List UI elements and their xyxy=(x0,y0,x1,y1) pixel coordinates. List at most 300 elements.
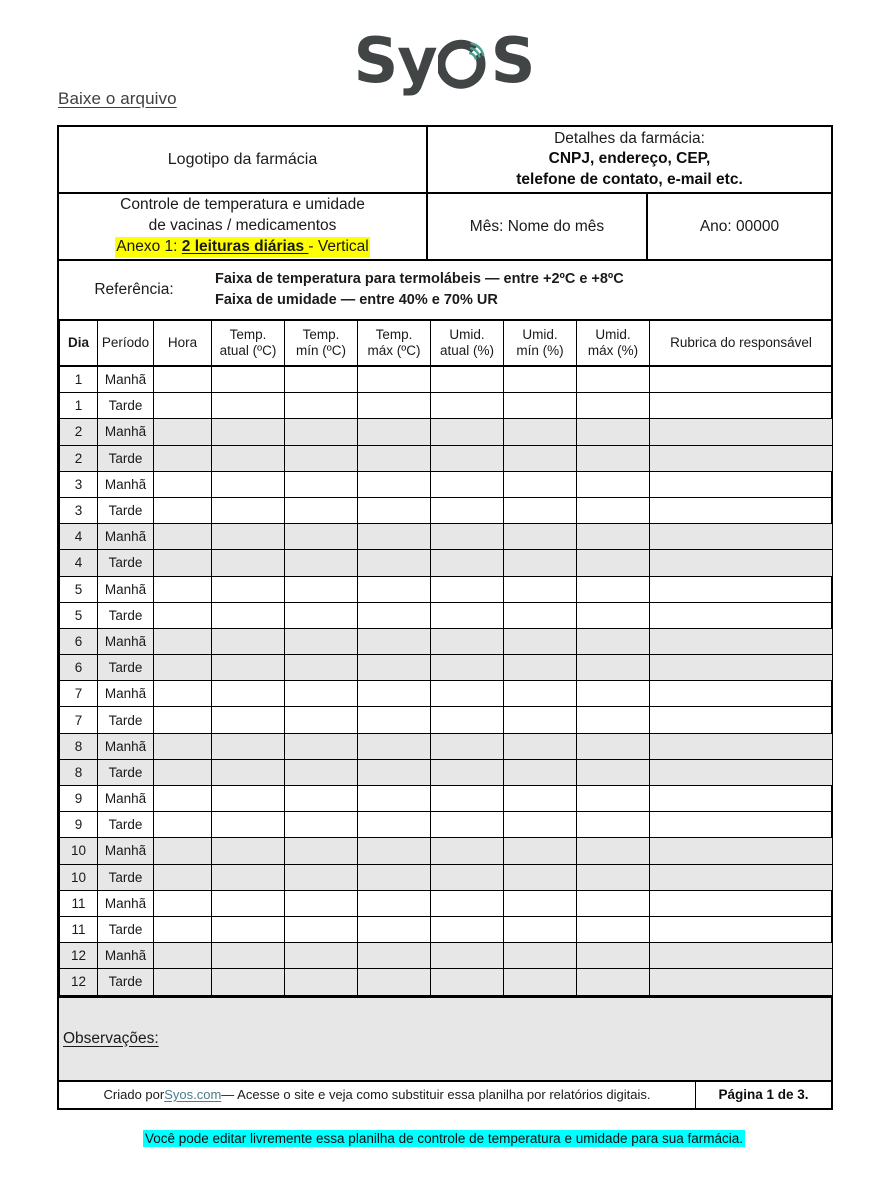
cell-temp_min[interactable] xyxy=(285,864,358,890)
cell-dia: 4 xyxy=(60,524,98,550)
cell-umid_max[interactable] xyxy=(577,916,650,942)
cell-umid_max[interactable] xyxy=(577,733,650,759)
cell-umid_max[interactable] xyxy=(577,628,650,654)
cell-umid_min[interactable] xyxy=(504,524,577,550)
cell-dia: 6 xyxy=(60,655,98,681)
table-row xyxy=(60,602,833,628)
sheet-footer xyxy=(59,1082,831,1108)
cell-dia: 11 xyxy=(60,916,98,942)
cell-umid_max[interactable] xyxy=(577,707,650,733)
table-row xyxy=(60,419,833,445)
cell-temp_atual[interactable] xyxy=(212,497,285,523)
cell-umid_max[interactable] xyxy=(577,393,650,419)
cell-periodo: Manhã xyxy=(98,628,154,654)
cell-temp_min[interactable] xyxy=(285,969,358,995)
cell-temp_atual[interactable] xyxy=(212,890,285,916)
cell-rubrica[interactable] xyxy=(650,576,833,602)
document-title-line1: Controle de temperatura e umidade xyxy=(120,196,365,214)
cell-umid_atual[interactable] xyxy=(431,550,504,576)
readings-table-body xyxy=(60,366,833,995)
cell-dia: 7 xyxy=(60,707,98,733)
cell-temp_atual[interactable] xyxy=(212,576,285,602)
table-row xyxy=(60,550,833,576)
cell-periodo: Manhã xyxy=(98,786,154,812)
cell-temp_min[interactable] xyxy=(285,524,358,550)
cell-temp_atual[interactable] xyxy=(212,681,285,707)
cell-rubrica[interactable] xyxy=(650,497,833,523)
cell-umid_min[interactable] xyxy=(504,681,577,707)
cell-hora[interactable] xyxy=(154,550,212,576)
cell-umid_max[interactable] xyxy=(577,550,650,576)
cell-temp_min[interactable] xyxy=(285,681,358,707)
footer-credit-prefix: Criado por xyxy=(103,1087,165,1102)
cell-rubrica[interactable] xyxy=(650,707,833,733)
cell-temp_max[interactable] xyxy=(358,497,431,523)
document-title-cell xyxy=(59,194,428,259)
cell-temp_min[interactable] xyxy=(285,890,358,916)
cell-umid_min[interactable] xyxy=(504,366,577,393)
cell-dia: 2 xyxy=(60,419,98,445)
cell-temp_max[interactable] xyxy=(358,786,431,812)
cell-umid_min[interactable] xyxy=(504,969,577,995)
cell-umid_min[interactable] xyxy=(504,890,577,916)
cell-umid_atual[interactable] xyxy=(431,812,504,838)
cell-umid_max[interactable] xyxy=(577,445,650,471)
cell-hora[interactable] xyxy=(154,576,212,602)
sheet-header-row-1 xyxy=(59,127,831,194)
cell-umid_max[interactable] xyxy=(577,943,650,969)
cell-periodo: Tarde xyxy=(98,969,154,995)
cell-temp_max[interactable] xyxy=(358,628,431,654)
cell-hora[interactable] xyxy=(154,471,212,497)
cell-umid_atual[interactable] xyxy=(431,602,504,628)
table-row xyxy=(60,969,833,995)
cell-hora[interactable] xyxy=(154,969,212,995)
cell-dia: 12 xyxy=(60,943,98,969)
cell-hora[interactable] xyxy=(154,759,212,785)
table-row xyxy=(60,471,833,497)
cell-rubrica[interactable] xyxy=(650,628,833,654)
cell-temp_min[interactable] xyxy=(285,419,358,445)
cell-temp_min[interactable] xyxy=(285,759,358,785)
logo-text-sy: Sy xyxy=(353,24,437,97)
table-row xyxy=(60,916,833,942)
cell-periodo: Manhã xyxy=(98,838,154,864)
cell-umid_max[interactable] xyxy=(577,838,650,864)
cell-rubrica[interactable] xyxy=(650,445,833,471)
col-header-rubrica: Rubrica do responsável xyxy=(650,321,833,366)
cell-hora[interactable] xyxy=(154,733,212,759)
col-header-temp-min: Temp. mín (ºC) xyxy=(285,321,358,366)
cell-rubrica[interactable] xyxy=(650,366,833,393)
cell-umid_max[interactable] xyxy=(577,864,650,890)
cell-umid_atual[interactable] xyxy=(431,890,504,916)
cell-rubrica[interactable] xyxy=(650,759,833,785)
cell-periodo: Manhã xyxy=(98,890,154,916)
brand-logo xyxy=(0,24,888,97)
reference-temperature-range: Faixa de temperatura para termolábeis — entre +2ºC e +8ºC xyxy=(215,270,624,287)
cell-umid_max[interactable] xyxy=(577,655,650,681)
cell-temp_atual[interactable] xyxy=(212,916,285,942)
cell-hora[interactable] xyxy=(154,812,212,838)
table-row xyxy=(60,759,833,785)
cell-umid_atual[interactable] xyxy=(431,864,504,890)
cell-hora[interactable] xyxy=(154,497,212,523)
col-header-temp-atual: Temp. atual (ºC) xyxy=(212,321,285,366)
cell-umid_min[interactable] xyxy=(504,916,577,942)
cell-periodo: Manhã xyxy=(98,366,154,393)
cell-temp_atual[interactable] xyxy=(212,655,285,681)
cell-rubrica[interactable] xyxy=(650,471,833,497)
year-cell[interactable]: Ano: 00000 xyxy=(699,217,780,235)
cell-dia: 7 xyxy=(60,681,98,707)
table-row xyxy=(60,707,833,733)
cell-hora[interactable] xyxy=(154,524,212,550)
cell-umid_min[interactable] xyxy=(504,943,577,969)
cell-periodo: Tarde xyxy=(98,707,154,733)
cell-temp_atual[interactable] xyxy=(212,602,285,628)
cell-temp_max[interactable] xyxy=(358,969,431,995)
cell-dia: 1 xyxy=(60,366,98,393)
logo-text-s: S xyxy=(490,24,535,97)
cell-rubrica[interactable] xyxy=(650,890,833,916)
cell-umid_min[interactable] xyxy=(504,864,577,890)
cell-periodo: Tarde xyxy=(98,759,154,785)
table-row xyxy=(60,628,833,654)
cell-temp_min[interactable] xyxy=(285,812,358,838)
cell-umid_max[interactable] xyxy=(577,759,650,785)
cell-temp_min[interactable] xyxy=(285,943,358,969)
cell-umid_max[interactable] xyxy=(577,576,650,602)
cell-umid_atual[interactable] xyxy=(431,576,504,602)
temperature-log-sheet xyxy=(57,125,833,1110)
cell-temp_atual[interactable] xyxy=(212,393,285,419)
cell-periodo: Tarde xyxy=(98,655,154,681)
cell-umid_min[interactable] xyxy=(504,576,577,602)
cell-umid_min[interactable] xyxy=(504,445,577,471)
reference-row xyxy=(59,261,831,321)
cell-rubrica[interactable] xyxy=(650,419,833,445)
cell-rubrica[interactable] xyxy=(650,969,833,995)
cell-umid_max[interactable] xyxy=(577,602,650,628)
table-row xyxy=(60,524,833,550)
cell-hora[interactable] xyxy=(154,628,212,654)
table-row xyxy=(60,393,833,419)
cell-umid_atual[interactable] xyxy=(431,759,504,785)
cell-umid_min[interactable] xyxy=(504,628,577,654)
cell-temp_min[interactable] xyxy=(285,366,358,393)
cell-temp_min[interactable] xyxy=(285,393,358,419)
cell-temp_max[interactable] xyxy=(358,707,431,733)
cell-temp_atual[interactable] xyxy=(212,419,285,445)
table-row xyxy=(60,366,833,393)
cell-temp_min[interactable] xyxy=(285,916,358,942)
cell-temp_max[interactable] xyxy=(358,681,431,707)
reference-label: Referência: xyxy=(94,281,174,298)
cell-temp_atual[interactable] xyxy=(212,733,285,759)
editable-note xyxy=(0,1130,888,1148)
cell-umid_atual[interactable] xyxy=(431,628,504,654)
month-cell[interactable]: Mês: Nome do mês xyxy=(428,194,648,259)
cell-umid_atual[interactable] xyxy=(431,419,504,445)
cell-dia: 2 xyxy=(60,445,98,471)
cell-temp_atual[interactable] xyxy=(212,864,285,890)
cell-temp_max[interactable] xyxy=(358,812,431,838)
editable-note-text: Você pode editar livremente essa planilha de controle de temperatura e umidade para sua farmácia. xyxy=(144,1131,744,1146)
cell-rubrica[interactable] xyxy=(650,681,833,707)
cell-temp_min[interactable] xyxy=(285,838,358,864)
table-row xyxy=(60,838,833,864)
annex-suffix: - Vertical xyxy=(308,237,369,255)
cell-umid_atual[interactable] xyxy=(431,471,504,497)
annex-line xyxy=(115,237,369,258)
cell-temp_max[interactable] xyxy=(358,393,431,419)
cell-umid_atual[interactable] xyxy=(431,969,504,995)
cell-umid_min[interactable] xyxy=(504,838,577,864)
cell-umid_min[interactable] xyxy=(504,733,577,759)
cell-rubrica[interactable] xyxy=(650,655,833,681)
cell-rubrica[interactable] xyxy=(650,786,833,812)
cell-dia: 3 xyxy=(60,471,98,497)
cell-umid_max[interactable] xyxy=(577,524,650,550)
cell-temp_max[interactable] xyxy=(358,419,431,445)
cell-temp_atual[interactable] xyxy=(212,524,285,550)
cell-umid_atual[interactable] xyxy=(431,524,504,550)
table-row xyxy=(60,655,833,681)
cell-umid_min[interactable] xyxy=(504,759,577,785)
cell-temp_min[interactable] xyxy=(285,550,358,576)
cell-temp_max[interactable] xyxy=(358,366,431,393)
cell-hora[interactable] xyxy=(154,890,212,916)
cell-temp_min[interactable] xyxy=(285,733,358,759)
annex-prefix: Anexo 1: xyxy=(116,237,182,255)
table-row xyxy=(60,681,833,707)
cell-temp_max[interactable] xyxy=(358,471,431,497)
cell-temp_min[interactable] xyxy=(285,471,358,497)
col-header-dia: Dia xyxy=(60,321,98,366)
cell-umid_min[interactable] xyxy=(504,707,577,733)
cell-umid_atual[interactable] xyxy=(431,943,504,969)
cell-temp_atual[interactable] xyxy=(212,550,285,576)
cell-hora[interactable] xyxy=(154,655,212,681)
cell-umid_min[interactable] xyxy=(504,812,577,838)
cell-periodo: Tarde xyxy=(98,550,154,576)
cell-umid_min[interactable] xyxy=(504,602,577,628)
cell-temp_atual[interactable] xyxy=(212,707,285,733)
table-row xyxy=(60,497,833,523)
sheet-header-row-2 xyxy=(59,194,831,261)
cell-rubrica[interactable] xyxy=(650,864,833,890)
cell-temp_atual[interactable] xyxy=(212,628,285,654)
wifi-o-icon xyxy=(438,38,490,90)
cell-umid_atual[interactable] xyxy=(431,655,504,681)
cell-umid_atual[interactable] xyxy=(431,733,504,759)
syos-site-link[interactable]: Syos.com xyxy=(164,1087,222,1102)
cell-umid_max[interactable] xyxy=(577,786,650,812)
cell-dia: 5 xyxy=(60,602,98,628)
table-row xyxy=(60,864,833,890)
cell-temp_max[interactable] xyxy=(358,602,431,628)
cell-temp_atual[interactable] xyxy=(212,786,285,812)
pharmacy-details-line2: CNPJ, endereço, CEP, xyxy=(548,150,711,168)
col-header-hora: Hora xyxy=(154,321,212,366)
col-header-periodo: Período xyxy=(98,321,154,366)
cell-hora[interactable] xyxy=(154,681,212,707)
cell-periodo: Tarde xyxy=(98,393,154,419)
cell-periodo: Tarde xyxy=(98,445,154,471)
cell-temp_min[interactable] xyxy=(285,602,358,628)
cell-rubrica[interactable] xyxy=(650,602,833,628)
cell-periodo: Manhã xyxy=(98,524,154,550)
cell-temp_min[interactable] xyxy=(285,628,358,654)
cell-umid_min[interactable] xyxy=(504,419,577,445)
table-row xyxy=(60,733,833,759)
col-header-temp-max: Temp. máx (ºC) xyxy=(358,321,431,366)
cell-hora[interactable] xyxy=(154,602,212,628)
cell-umid_min[interactable] xyxy=(504,655,577,681)
cell-dia: 5 xyxy=(60,576,98,602)
cell-hora[interactable] xyxy=(154,707,212,733)
cell-temp_atual[interactable] xyxy=(212,759,285,785)
cell-temp_atual[interactable] xyxy=(212,445,285,471)
cell-temp_atual[interactable] xyxy=(212,366,285,393)
observations-area[interactable] xyxy=(59,996,831,1082)
cell-dia: 8 xyxy=(60,733,98,759)
cell-hora[interactable] xyxy=(154,445,212,471)
cell-periodo: Tarde xyxy=(98,812,154,838)
col-header-umid-min: Umid. mín (%) xyxy=(504,321,577,366)
cell-umid_max[interactable] xyxy=(577,419,650,445)
cell-temp_atual[interactable] xyxy=(212,471,285,497)
cell-umid_min[interactable] xyxy=(504,497,577,523)
cell-umid_max[interactable] xyxy=(577,497,650,523)
cell-umid_atual[interactable] xyxy=(431,707,504,733)
pharmacy-logo-cell[interactable]: Logotipo da farmácia xyxy=(59,127,428,192)
cell-temp_max[interactable] xyxy=(358,864,431,890)
cell-hora[interactable] xyxy=(154,838,212,864)
cell-temp_atual[interactable] xyxy=(212,838,285,864)
cell-dia: 4 xyxy=(60,550,98,576)
cell-temp_max[interactable] xyxy=(358,524,431,550)
cell-umid_max[interactable] xyxy=(577,969,650,995)
cell-hora[interactable] xyxy=(154,786,212,812)
cell-rubrica[interactable] xyxy=(650,393,833,419)
cell-temp_atual[interactable] xyxy=(212,812,285,838)
cell-umid_min[interactable] xyxy=(504,550,577,576)
pharmacy-details-cell[interactable] xyxy=(428,127,831,192)
cell-rubrica[interactable] xyxy=(650,550,833,576)
cell-umid_max[interactable] xyxy=(577,471,650,497)
cell-temp_min[interactable] xyxy=(285,497,358,523)
cell-temp_max[interactable] xyxy=(358,733,431,759)
cell-periodo: Manhã xyxy=(98,471,154,497)
cell-temp_max[interactable] xyxy=(358,576,431,602)
pharmacy-details-line3: telefone de contato, e-mail etc. xyxy=(516,170,743,188)
cell-rubrica[interactable] xyxy=(650,812,833,838)
col-header-umid-max: Umid. máx (%) xyxy=(577,321,650,366)
cell-umid_max[interactable] xyxy=(577,681,650,707)
cell-temp_max[interactable] xyxy=(358,445,431,471)
cell-umid_max[interactable] xyxy=(577,812,650,838)
cell-hora[interactable] xyxy=(154,864,212,890)
cell-temp_max[interactable] xyxy=(358,550,431,576)
col-header-umid-atual: Umid. atual (%) xyxy=(431,321,504,366)
cell-temp_min[interactable] xyxy=(285,655,358,681)
cell-hora[interactable] xyxy=(154,916,212,942)
document-title-line2: de vacinas / medicamentos xyxy=(148,217,337,235)
cell-rubrica[interactable] xyxy=(650,733,833,759)
cell-temp_atual[interactable] xyxy=(212,969,285,995)
cell-umid_atual[interactable] xyxy=(431,838,504,864)
cell-temp_max[interactable] xyxy=(358,759,431,785)
cell-umid_atual[interactable] xyxy=(431,916,504,942)
cell-dia: 9 xyxy=(60,786,98,812)
cell-dia: 3 xyxy=(60,497,98,523)
cell-umid_atual[interactable] xyxy=(431,681,504,707)
cell-umid_atual[interactable] xyxy=(431,786,504,812)
cell-temp_max[interactable] xyxy=(358,890,431,916)
cell-umid_atual[interactable] xyxy=(431,497,504,523)
footer-credit-suffix: — Acesse o site e veja como substituir essa planilha por relatórios digitais. xyxy=(221,1087,651,1102)
reference-humidity-range: Faixa de umidade — entre 40% e 70% UR xyxy=(215,292,498,308)
cell-umid_min[interactable] xyxy=(504,786,577,812)
readings-table xyxy=(59,321,833,996)
cell-periodo: Manhã xyxy=(98,943,154,969)
cell-rubrica[interactable] xyxy=(650,524,833,550)
table-row xyxy=(60,943,833,969)
table-row xyxy=(60,890,833,916)
cell-dia: 10 xyxy=(60,864,98,890)
cell-temp_min[interactable] xyxy=(285,786,358,812)
annex-emphasis: 2 leituras diárias xyxy=(181,237,309,255)
cell-periodo: Tarde xyxy=(98,916,154,942)
cell-umid_max[interactable] xyxy=(577,366,650,393)
cell-umid_atual[interactable] xyxy=(431,445,504,471)
cell-rubrica[interactable] xyxy=(650,916,833,942)
cell-umid_atual[interactable] xyxy=(431,393,504,419)
cell-umid_max[interactable] xyxy=(577,890,650,916)
cell-periodo: Tarde xyxy=(98,602,154,628)
cell-periodo: Manhã xyxy=(98,681,154,707)
cell-hora[interactable] xyxy=(154,393,212,419)
cell-hora[interactable] xyxy=(154,366,212,393)
cell-periodo: Tarde xyxy=(98,497,154,523)
cell-hora[interactable] xyxy=(154,943,212,969)
cell-umid_min[interactable] xyxy=(504,471,577,497)
cell-rubrica[interactable] xyxy=(650,943,833,969)
cell-temp_max[interactable] xyxy=(358,943,431,969)
download-file-link[interactable]: Baixe o arquivo xyxy=(58,89,177,108)
footer-credit xyxy=(59,1082,696,1108)
cell-dia: 6 xyxy=(60,628,98,654)
cell-temp_min[interactable] xyxy=(285,707,358,733)
cell-rubrica[interactable] xyxy=(650,838,833,864)
cell-temp_atual[interactable] xyxy=(212,943,285,969)
cell-temp_max[interactable] xyxy=(358,838,431,864)
pharmacy-details-line1: Detalhes da farmácia: xyxy=(554,129,705,147)
cell-temp_min[interactable] xyxy=(285,445,358,471)
table-row xyxy=(60,812,833,838)
cell-umid_min[interactable] xyxy=(504,393,577,419)
cell-umid_atual[interactable] xyxy=(431,366,504,393)
cell-temp_min[interactable] xyxy=(285,576,358,602)
cell-dia: 1 xyxy=(60,393,98,419)
cell-hora[interactable] xyxy=(154,419,212,445)
cell-dia: 9 xyxy=(60,812,98,838)
cell-temp_max[interactable] xyxy=(358,916,431,942)
cell-temp_max[interactable] xyxy=(358,655,431,681)
cell-dia: 10 xyxy=(60,838,98,864)
